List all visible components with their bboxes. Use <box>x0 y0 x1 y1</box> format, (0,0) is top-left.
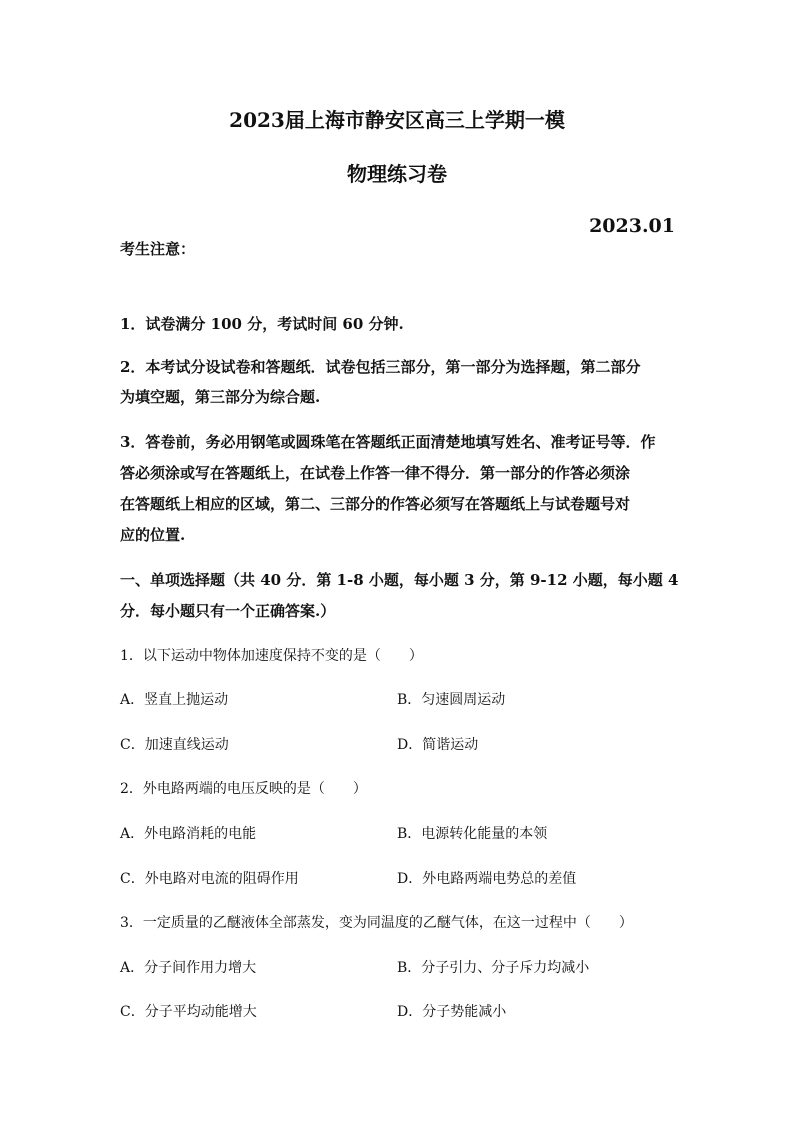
question-2-stem: 2．外电路两端的电压反映的是（ ） <box>120 781 367 797</box>
question-1-stem: 1．以下运动中物体加速度保持不变的是（ ） <box>120 648 423 664</box>
notice-item-3-line-2: 答必须涂或写在答题纸上，在试卷上作答一律不得分．第一部分的作答必须涂 <box>120 464 631 482</box>
question-1-option-b: B．匀速圆周运动 <box>397 692 506 708</box>
exam-date: 2023.01 <box>589 215 675 237</box>
question-3-option-a: A．分子间作用力增大 <box>120 960 257 976</box>
question-2-option-d: D．外电路两端电势总的差值 <box>397 871 577 887</box>
notice-item-2-line-1: 2．本考试分设试卷和答题纸．试卷包括三部分，第一部分为选择题，第二部分 <box>120 358 641 376</box>
question-2-option-a: A．外电路消耗的电能 <box>120 826 257 842</box>
question-1-option-d: D．简谐运动 <box>397 737 479 753</box>
notice-item-3-line-3: 在答题纸上相应的区域，第二、三部分的作答必须写在答题纸上与试卷题号对 <box>120 495 631 513</box>
notice-item-3-line-4: 应的位置. <box>120 526 186 544</box>
notice-heading: 考生注意： <box>120 240 196 258</box>
question-3-option-b: B．分子引力、分子斥力均减小 <box>397 960 590 976</box>
question-3-option-d: D．分子势能减小 <box>397 1004 507 1020</box>
question-3-option-c: C．分子平均动能增大 <box>120 1004 257 1020</box>
notice-item-2-line-2: 为填空题，第三部分为综合题. <box>120 388 321 406</box>
section-1-heading-line-2: 分．每小题只有一个正确答案.） <box>120 602 336 620</box>
question-1-option-a: A．竖直上抛运动 <box>120 692 229 708</box>
notice-item-1: 1．试卷满分 100 分，考试时间 60 分钟. <box>120 315 404 333</box>
section-1-heading-line-1: 一、单项选择题（共 40 分．第 1-8 小题，每小题 3 分，第 9-12 小题，每小题 4 <box>120 571 679 589</box>
exam-subtitle: 物理练习卷 <box>347 162 447 186</box>
question-2-option-b: B．电源转化能量的本领 <box>397 826 548 842</box>
question-3-stem: 3．一定质量的乙醚液体全部蒸发，变为同温度的乙醚气体，在这一过程中（ ） <box>120 915 633 931</box>
question-1-option-c: C．加速直线运动 <box>120 737 229 753</box>
notice-item-3-line-1: 3．答卷前，务必用钢笔或圆珠笔在答题纸正面清楚地填写姓名、准考证号等．作 <box>120 433 656 451</box>
question-2-option-c: C．外电路对电流的阻碍作用 <box>120 871 299 887</box>
exam-title: 2023届上海市静安区高三上学期一模 <box>229 108 565 132</box>
